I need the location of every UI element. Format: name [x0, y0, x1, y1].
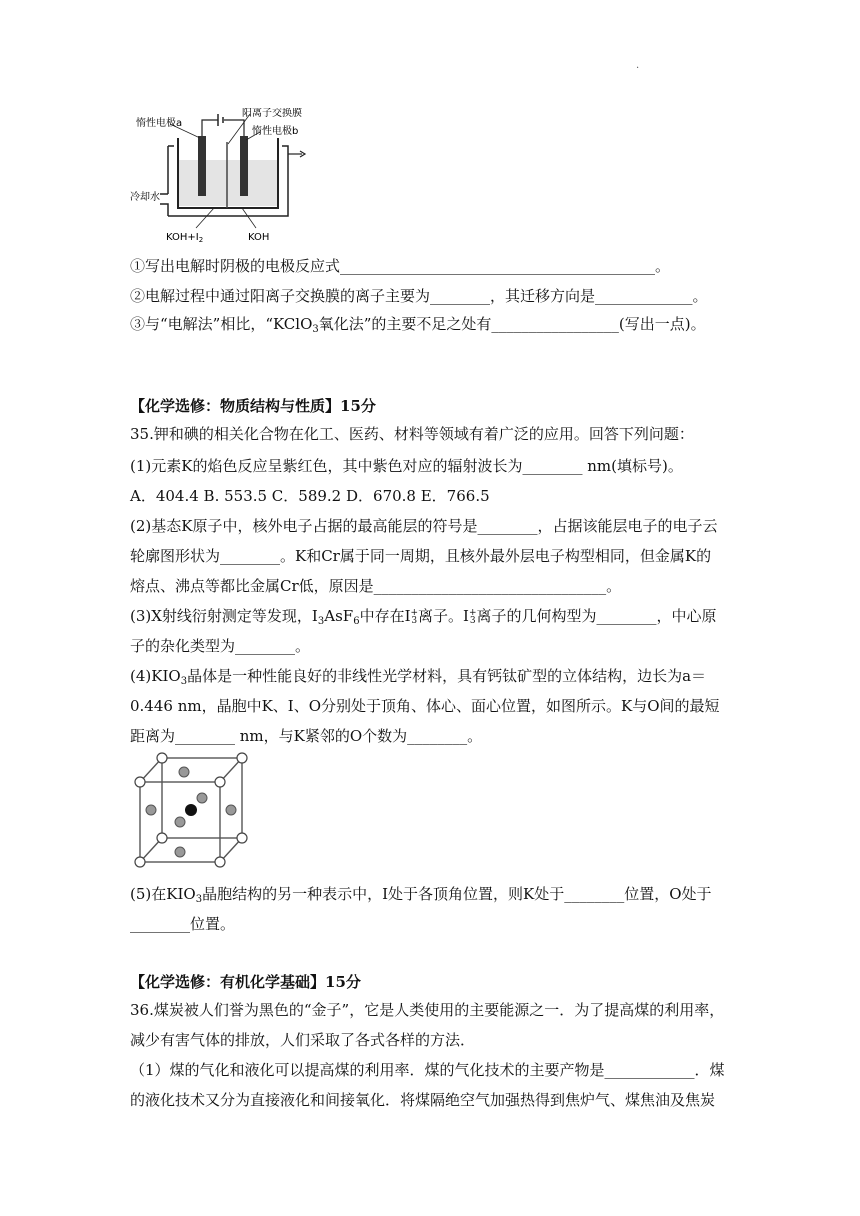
q35-part2-line3: 熔点、沸点等都比金属Cr低，原因是_______________________________。 [130, 577, 622, 595]
electrolysis-cell-figure [130, 108, 320, 246]
label-left-solution: $KOH+I_2$ [166, 232, 204, 244]
fraction-superscript: + 3 [410, 608, 419, 626]
q-cathode-reaction: ①写出电解时阴极的电极反应式__________________________________________。 [130, 257, 671, 275]
q-ion-migration: ②电解过程中通过阳离子交换膜的离子主要为________，其迁移方向是_____________。 [130, 287, 708, 305]
electrode-a [198, 136, 206, 196]
q35-part5-line1: (5)在$KIO_3$晶胞结构的另一种表示中，I处于各顶角位置，则K处于________位置，O处于 [130, 885, 712, 905]
q35-part3-line2: 子的杂化类型为________。 [130, 637, 311, 655]
q35-part1-options: A．404.4 B. 553.5 C．589.2 D．670.8 E．766.5 [130, 487, 490, 505]
q35-part2-line1: (2)基态K原子中，核外电子占据的最高能层的符号是________，占据该能层电子的电子云 [130, 517, 718, 535]
section-36-heading: 【化学选修：有机化学基础】15分 [130, 973, 361, 991]
q35-part5-line2: ________位置。 [130, 915, 236, 933]
electrode-b [240, 136, 248, 196]
label-cooling-water: 冷却水 [130, 192, 160, 203]
q36-line3: （1）煤的气化和液化可以提高煤的利用率．煤的气化技术的主要产物是____________．煤 [130, 1061, 725, 1079]
crystal-cell-figure [132, 752, 250, 870]
q36-line4: 的液化技术又分为直接液化和间接氧化．将煤隔绝空气加强热得到焦炉气、煤焦油及焦炭 [130, 1091, 716, 1109]
q36-line1: 36.煤炭被人们誉为黑色的“金子”，它是人类使用的主要能源之一．为了提高煤的利用率， [130, 1001, 725, 1019]
q35-part3-line1: (3)X射线衍射测定等发现，$I_3AsF_6$中存在I+ 3离子。I+ 3离子的几何构型为________，中心原 [130, 607, 717, 627]
label-right-solution: KOH [248, 232, 270, 243]
label-membrane: 阳离子交换膜 [242, 108, 302, 119]
cell-solution [178, 160, 278, 206]
section-35-heading: 【化学选修：物质结构与性质】15分 [130, 397, 376, 415]
q-method-comparison: ③与“电解法”相比，“KClO$_3$氧化法”的主要不足之处有_________________(写出一点)。 [130, 315, 706, 335]
fraction-superscript: + 3 [468, 608, 477, 626]
q35-part4-line2: 0.446 nm，晶胞中K、I、O分别处于顶角、体心、面心位置，如图所示。K与O间的最短 [130, 697, 720, 715]
label-electrode-b: 惰性电极b [252, 126, 299, 137]
q35-intro: 35.钾和碘的相关化合物在化工、医药、材料等领域有着广泛的应用。回答下列问题： [130, 425, 694, 443]
q35-part4-line1: $(4)KIO_3$晶体是一种性能良好的非线性光学材料，具有钙钛矿型的立体结构，边长为a＝ [130, 667, 707, 687]
q35-part2-line2: 轮廓图形状为________。K和Cr属于同一周期，且核外最外层电子构型相同，但金属K的 [130, 547, 712, 565]
q35-part4-line3: 距离为________ nm，与K紧邻的O个数为________。 [130, 727, 483, 745]
label-electrode-a: 惰性电极a [136, 118, 183, 129]
q36-line2: 减少有害气体的排放，人们采取了各式各样的方法． [130, 1031, 476, 1049]
q35-part1: (1)元素K的焰色反应呈紫红色，其中紫色对应的辐射波长为________ nm(填标号)。 [130, 457, 683, 475]
header-mark: . [636, 60, 640, 71]
